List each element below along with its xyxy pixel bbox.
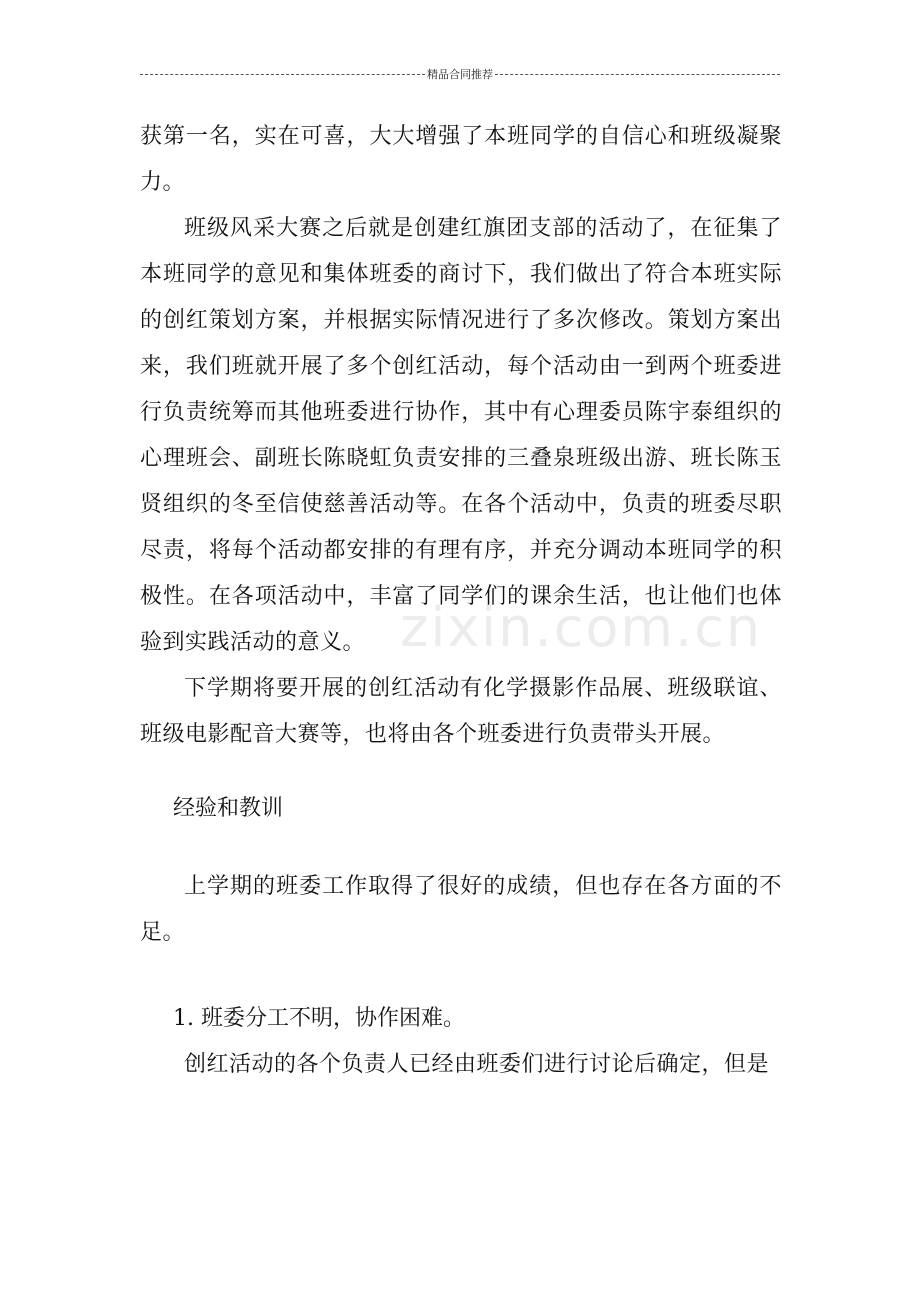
- watermark: zixin.com.cn: [400, 596, 763, 659]
- paragraph-3: 下学期将要开展的创红活动有化学摄影作品展、班级联谊、班级电影配音大赛等，也将由各个班委进行负责带头开展。: [140, 676, 782, 747]
- paragraph-5: 创红活动的各个负责人已经由班委们进行讨论后确定，但是: [184, 1052, 770, 1077]
- paragraph-4: 上学期的班委工作取得了很好的成绩，但也存在各方面的不足。: [140, 874, 782, 945]
- header-dashes-right: [495, 74, 780, 75]
- document-body: [140, 114, 782, 1088]
- section-heading: 经验和教训: [173, 796, 284, 821]
- paragraph-1: 获第一名，实在可喜，大大增强了本班同学的自信心和班级凝聚力。: [140, 124, 782, 195]
- list-item-1: 1. 班委分工不明，协作困难。: [173, 1006, 465, 1031]
- header-title: 精品合同推荐: [427, 68, 493, 81]
- header-dashes-left: [140, 74, 425, 75]
- page-header: [140, 66, 780, 82]
- paragraph-2: 班级风采大赛之后就是创建红旗团支部的活动了，在征集了本班同学的意见和集体班委的商讨下，我们做出了符合本班实际的创红策划方案，并根据实际情况进行了多次修改。策划方案出来，我们班就开展了多个创红活动，每个活动由一到两个班委进行负责统筹而其他班委进行协作，其中有心理委员陈宇泰组织的心理班会、副班长陈晓虹负责安排的三叠泉班级出游、班长陈玉贤组织的冬至信使慈善活动等。在各个活动中，负责的班委尽职尽责，将每个活动都安排的有理有序，并充分调动本班同学的积极性。在各项活动中，丰富了同学们的课余生活，也让他们也体验到实践活动的意义。: [140, 216, 782, 655]
